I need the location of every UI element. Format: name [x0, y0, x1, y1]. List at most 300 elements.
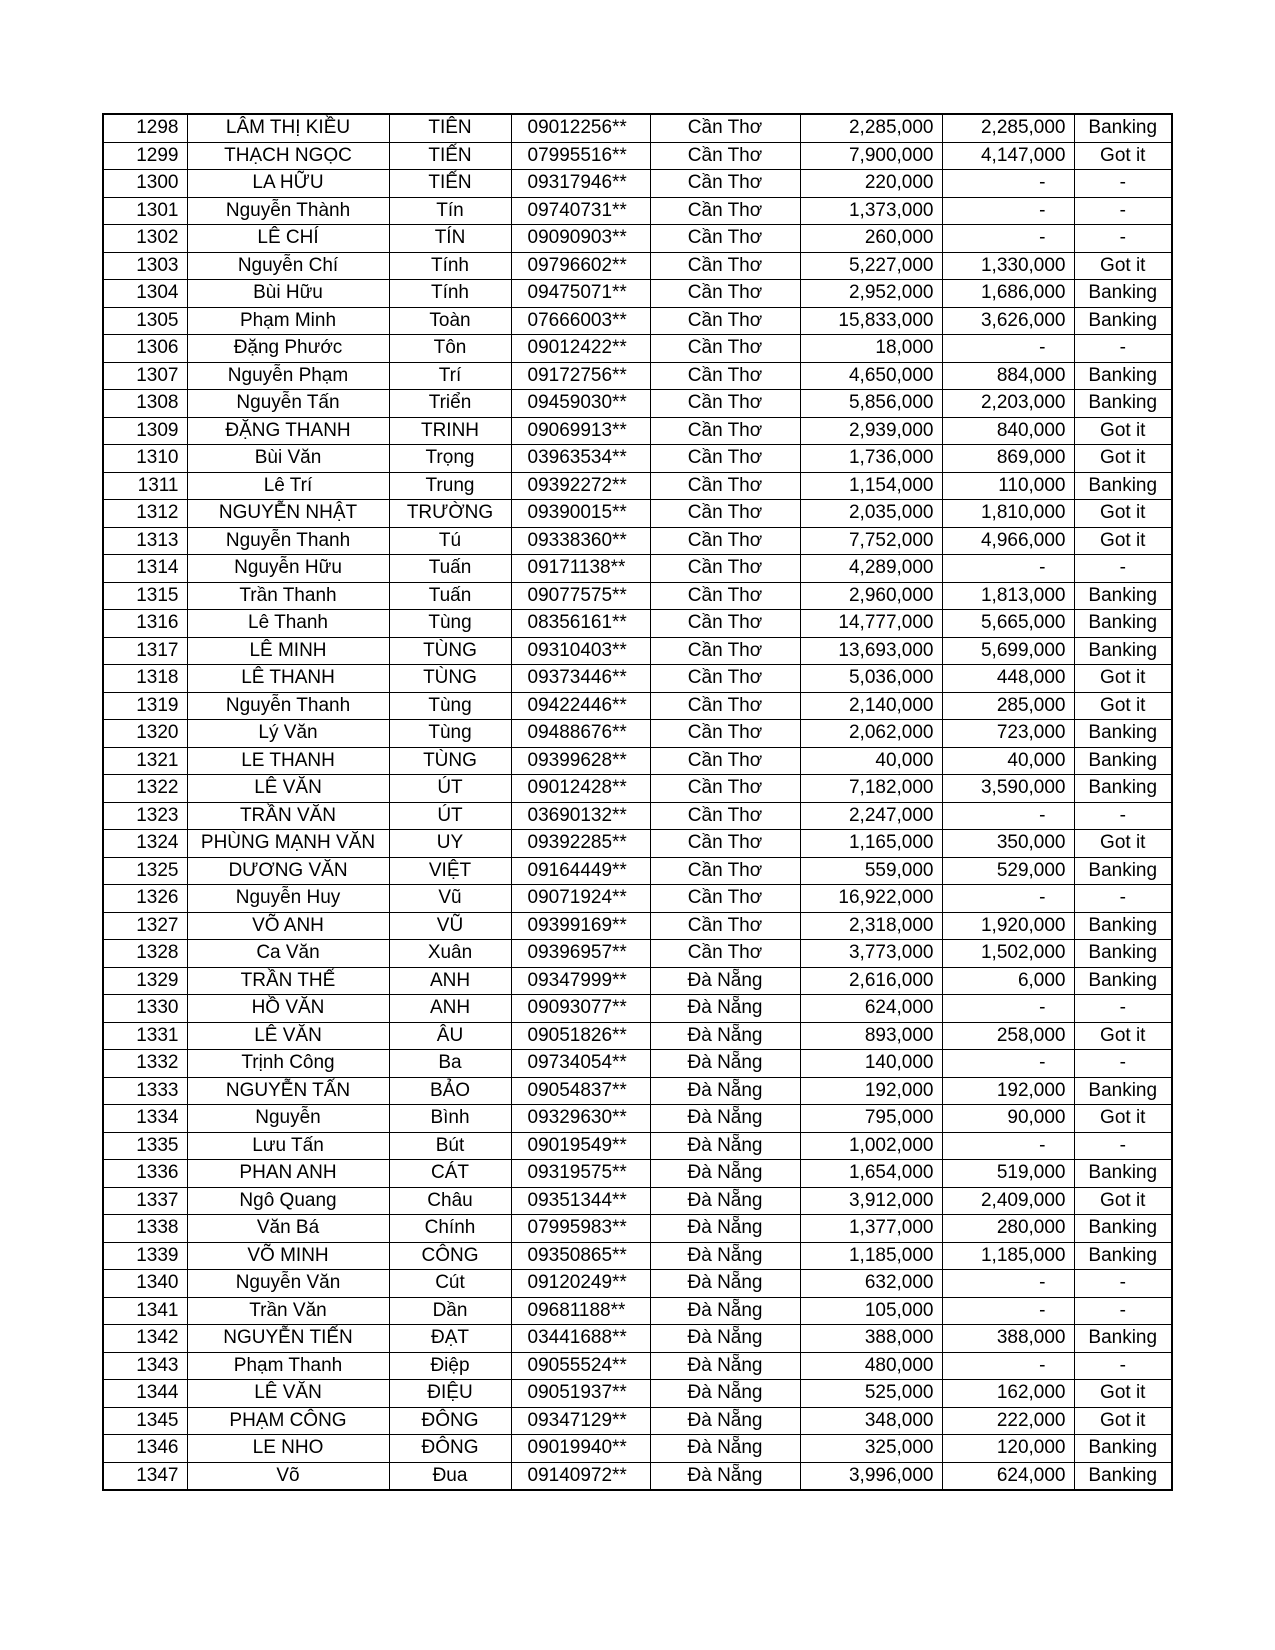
data-table: [102, 113, 1173, 1491]
amount-total-cell: 1,165,000: [800, 830, 942, 858]
city-cell: Cần Thơ: [650, 720, 800, 748]
phone-cell: 09012422**: [511, 335, 650, 363]
first-name-cell: ANH: [389, 967, 511, 995]
row-number-cell: 1344: [103, 1380, 187, 1408]
first-name-cell: Đua: [389, 1462, 511, 1490]
first-name-cell: Tuấn: [389, 582, 511, 610]
payment-method-cell: Banking: [1074, 307, 1172, 335]
row-number-cell: 1326: [103, 885, 187, 913]
payment-method-cell: Got it: [1074, 1380, 1172, 1408]
last-name-cell: LÊ VĂN: [187, 1022, 389, 1050]
phone-cell: 09459030**: [511, 390, 650, 418]
city-cell: Đà Nẵng: [650, 1022, 800, 1050]
row-number-cell: 1331: [103, 1022, 187, 1050]
phone-cell: 09488676**: [511, 720, 650, 748]
last-name-cell: Bùi Hữu: [187, 280, 389, 308]
row-number-cell: 1325: [103, 857, 187, 885]
row-number-cell: 1317: [103, 637, 187, 665]
phone-cell: 09172756**: [511, 362, 650, 390]
amount-total-cell: 2,035,000: [800, 500, 942, 528]
city-cell: Cần Thơ: [650, 225, 800, 253]
city-cell: Đà Nẵng: [650, 1077, 800, 1105]
last-name-cell: LE THANH: [187, 747, 389, 775]
city-cell: Đà Nẵng: [650, 1462, 800, 1490]
city-cell: Cần Thơ: [650, 197, 800, 225]
table-row: [103, 995, 1172, 1023]
first-name-cell: Tính: [389, 252, 511, 280]
amount-paid-cell: 448,000: [942, 665, 1074, 693]
row-number-cell: 1343: [103, 1352, 187, 1380]
row-number-cell: 1324: [103, 830, 187, 858]
first-name-cell: Tú: [389, 527, 511, 555]
payment-method-cell: Banking: [1074, 390, 1172, 418]
first-name-cell: Bút: [389, 1132, 511, 1160]
payment-method-cell: Banking: [1074, 610, 1172, 638]
phone-cell: 08356161**: [511, 610, 650, 638]
amount-paid-cell: 192,000: [942, 1077, 1074, 1105]
last-name-cell: ĐẶNG THANH: [187, 417, 389, 445]
amount-total-cell: 7,182,000: [800, 775, 942, 803]
first-name-cell: Châu: [389, 1187, 511, 1215]
amount-total-cell: 4,289,000: [800, 555, 942, 583]
row-number-cell: 1309: [103, 417, 187, 445]
table-row: [103, 225, 1172, 253]
table-row: [103, 1105, 1172, 1133]
first-name-cell: ANH: [389, 995, 511, 1023]
amount-total-cell: 388,000: [800, 1325, 942, 1353]
row-number-cell: 1339: [103, 1242, 187, 1270]
amount-total-cell: 2,939,000: [800, 417, 942, 445]
amount-paid-cell: 4,147,000: [942, 142, 1074, 170]
amount-paid-cell: 120,000: [942, 1435, 1074, 1463]
row-number-cell: 1308: [103, 390, 187, 418]
first-name-cell: TÙNG: [389, 747, 511, 775]
payment-method-cell: -: [1074, 885, 1172, 913]
city-cell: Đà Nẵng: [650, 995, 800, 1023]
city-cell: Cần Thơ: [650, 637, 800, 665]
payment-method-cell: Banking: [1074, 1077, 1172, 1105]
phone-cell: 09681188**: [511, 1297, 650, 1325]
amount-paid-cell: 869,000: [942, 445, 1074, 473]
city-cell: Cần Thơ: [650, 362, 800, 390]
city-cell: Đà Nẵng: [650, 1105, 800, 1133]
city-cell: Đà Nẵng: [650, 1187, 800, 1215]
first-name-cell: Tôn: [389, 335, 511, 363]
payment-method-cell: Banking: [1074, 114, 1172, 142]
row-number-cell: 1321: [103, 747, 187, 775]
table-row: [103, 940, 1172, 968]
amount-total-cell: 7,900,000: [800, 142, 942, 170]
first-name-cell: Trung: [389, 472, 511, 500]
payment-method-cell: Got it: [1074, 500, 1172, 528]
last-name-cell: LÊ MINH: [187, 637, 389, 665]
row-number-cell: 1337: [103, 1187, 187, 1215]
phone-cell: 09012256**: [511, 114, 650, 142]
phone-cell: 09392272**: [511, 472, 650, 500]
phone-cell: 09319575**: [511, 1160, 650, 1188]
amount-total-cell: 2,318,000: [800, 912, 942, 940]
phone-cell: 09338360**: [511, 527, 650, 555]
last-name-cell: Nguyễn Huy: [187, 885, 389, 913]
row-number-cell: 1334: [103, 1105, 187, 1133]
last-name-cell: Trịnh Công: [187, 1050, 389, 1078]
phone-cell: 09390015**: [511, 500, 650, 528]
city-cell: Đà Nẵng: [650, 1270, 800, 1298]
row-number-cell: 1340: [103, 1270, 187, 1298]
amount-total-cell: 1,185,000: [800, 1242, 942, 1270]
last-name-cell: Võ: [187, 1462, 389, 1490]
table-row: [103, 1270, 1172, 1298]
table-row: [103, 720, 1172, 748]
first-name-cell: TÍN: [389, 225, 511, 253]
table-row: [103, 1132, 1172, 1160]
amount-total-cell: 2,960,000: [800, 582, 942, 610]
amount-paid-cell: 529,000: [942, 857, 1074, 885]
table-row: [103, 197, 1172, 225]
amount-paid-cell: -: [942, 1352, 1074, 1380]
first-name-cell: ÂU: [389, 1022, 511, 1050]
payment-method-cell: Got it: [1074, 830, 1172, 858]
payment-method-cell: Banking: [1074, 472, 1172, 500]
amount-paid-cell: 1,920,000: [942, 912, 1074, 940]
row-number-cell: 1306: [103, 335, 187, 363]
city-cell: Cần Thơ: [650, 142, 800, 170]
table-row: [103, 417, 1172, 445]
last-name-cell: Ca Văn: [187, 940, 389, 968]
last-name-cell: Bùi Văn: [187, 445, 389, 473]
phone-cell: 07995983**: [511, 1215, 650, 1243]
payment-method-cell: -: [1074, 335, 1172, 363]
amount-total-cell: 325,000: [800, 1435, 942, 1463]
amount-paid-cell: 624,000: [942, 1462, 1074, 1490]
payment-method-cell: Banking: [1074, 967, 1172, 995]
amount-total-cell: 632,000: [800, 1270, 942, 1298]
amount-paid-cell: -: [942, 1297, 1074, 1325]
city-cell: Cần Thơ: [650, 747, 800, 775]
table-row: [103, 307, 1172, 335]
last-name-cell: Trần Văn: [187, 1297, 389, 1325]
phone-cell: 09347999**: [511, 967, 650, 995]
last-name-cell: TRẦN VĂN: [187, 802, 389, 830]
amount-paid-cell: 4,966,000: [942, 527, 1074, 555]
phone-cell: 03441688**: [511, 1325, 650, 1353]
amount-paid-cell: 388,000: [942, 1325, 1074, 1353]
amount-total-cell: 220,000: [800, 170, 942, 198]
amount-total-cell: 348,000: [800, 1407, 942, 1435]
last-name-cell: TRẦN THẾ: [187, 967, 389, 995]
last-name-cell: LE NHO: [187, 1435, 389, 1463]
row-number-cell: 1341: [103, 1297, 187, 1325]
payment-method-cell: Got it: [1074, 1105, 1172, 1133]
payment-method-cell: -: [1074, 1050, 1172, 1078]
city-cell: Đà Nẵng: [650, 1132, 800, 1160]
city-cell: Cần Thơ: [650, 665, 800, 693]
amount-paid-cell: -: [942, 1270, 1074, 1298]
row-number-cell: 1332: [103, 1050, 187, 1078]
phone-cell: 09373446**: [511, 665, 650, 693]
city-cell: Đà Nẵng: [650, 1297, 800, 1325]
last-name-cell: Nguyễn Thành: [187, 197, 389, 225]
first-name-cell: Tính: [389, 280, 511, 308]
last-name-cell: Lưu Tấn: [187, 1132, 389, 1160]
phone-cell: 03690132**: [511, 802, 650, 830]
amount-total-cell: 624,000: [800, 995, 942, 1023]
table-row: [103, 1407, 1172, 1435]
row-number-cell: 1319: [103, 692, 187, 720]
last-name-cell: LÊ VĂN: [187, 1380, 389, 1408]
table-row: [103, 1215, 1172, 1243]
last-name-cell: VÕ MINH: [187, 1242, 389, 1270]
amount-paid-cell: -: [942, 225, 1074, 253]
payment-method-cell: -: [1074, 1270, 1172, 1298]
amount-total-cell: 13,693,000: [800, 637, 942, 665]
first-name-cell: VŨ: [389, 912, 511, 940]
payment-method-cell: Banking: [1074, 1325, 1172, 1353]
last-name-cell: NGUYỄN NHẬT: [187, 500, 389, 528]
phone-cell: 09329630**: [511, 1105, 650, 1133]
amount-total-cell: 105,000: [800, 1297, 942, 1325]
last-name-cell: Nguyễn: [187, 1105, 389, 1133]
row-number-cell: 1298: [103, 114, 187, 142]
payment-method-cell: -: [1074, 1132, 1172, 1160]
amount-paid-cell: -: [942, 1050, 1074, 1078]
amount-paid-cell: 5,665,000: [942, 610, 1074, 638]
city-cell: Đà Nẵng: [650, 1435, 800, 1463]
phone-cell: 09051937**: [511, 1380, 650, 1408]
amount-total-cell: 140,000: [800, 1050, 942, 1078]
payment-method-cell: Got it: [1074, 692, 1172, 720]
phone-cell: 09077575**: [511, 582, 650, 610]
amount-total-cell: 480,000: [800, 1352, 942, 1380]
first-name-cell: ĐẠT: [389, 1325, 511, 1353]
amount-total-cell: 1,002,000: [800, 1132, 942, 1160]
amount-paid-cell: 519,000: [942, 1160, 1074, 1188]
amount-total-cell: 3,773,000: [800, 940, 942, 968]
table-row: [103, 472, 1172, 500]
phone-cell: 09317946**: [511, 170, 650, 198]
city-cell: Cần Thơ: [650, 170, 800, 198]
city-cell: Cần Thơ: [650, 555, 800, 583]
table-row: [103, 335, 1172, 363]
amount-paid-cell: 3,626,000: [942, 307, 1074, 335]
amount-paid-cell: -: [942, 802, 1074, 830]
payment-method-cell: Got it: [1074, 665, 1172, 693]
amount-total-cell: 893,000: [800, 1022, 942, 1050]
first-name-cell: Dần: [389, 1297, 511, 1325]
amount-total-cell: 3,912,000: [800, 1187, 942, 1215]
row-number-cell: 1320: [103, 720, 187, 748]
amount-total-cell: 559,000: [800, 857, 942, 885]
payment-method-cell: Banking: [1074, 940, 1172, 968]
amount-paid-cell: 1,810,000: [942, 500, 1074, 528]
row-number-cell: 1323: [103, 802, 187, 830]
last-name-cell: Nguyễn Văn: [187, 1270, 389, 1298]
table-row: [103, 637, 1172, 665]
last-name-cell: DƯƠNG VĂN: [187, 857, 389, 885]
city-cell: Đà Nẵng: [650, 1242, 800, 1270]
payment-method-cell: Banking: [1074, 1215, 1172, 1243]
phone-cell: 09012428**: [511, 775, 650, 803]
phone-cell: 09164449**: [511, 857, 650, 885]
table-row: [103, 582, 1172, 610]
table-row: [103, 665, 1172, 693]
phone-cell: 09140972**: [511, 1462, 650, 1490]
city-cell: Cần Thơ: [650, 802, 800, 830]
phone-cell: 09392285**: [511, 830, 650, 858]
payment-method-cell: -: [1074, 995, 1172, 1023]
city-cell: Cần Thơ: [650, 940, 800, 968]
amount-paid-cell: 2,285,000: [942, 114, 1074, 142]
table-row: [103, 610, 1172, 638]
last-name-cell: LÊ VĂN: [187, 775, 389, 803]
first-name-cell: ĐÔNG: [389, 1435, 511, 1463]
row-number-cell: 1346: [103, 1435, 187, 1463]
row-number-cell: 1342: [103, 1325, 187, 1353]
last-name-cell: Đặng Phước: [187, 335, 389, 363]
amount-paid-cell: 1,330,000: [942, 252, 1074, 280]
first-name-cell: Cút: [389, 1270, 511, 1298]
payment-method-cell: Banking: [1074, 912, 1172, 940]
amount-total-cell: 1,377,000: [800, 1215, 942, 1243]
payment-method-cell: Banking: [1074, 1435, 1172, 1463]
payment-method-cell: Banking: [1074, 637, 1172, 665]
payment-method-cell: -: [1074, 555, 1172, 583]
row-number-cell: 1335: [103, 1132, 187, 1160]
table-row: [103, 142, 1172, 170]
amount-total-cell: 7,752,000: [800, 527, 942, 555]
amount-total-cell: 1,654,000: [800, 1160, 942, 1188]
phone-cell: 09093077**: [511, 995, 650, 1023]
payment-method-cell: Banking: [1074, 857, 1172, 885]
row-number-cell: 1347: [103, 1462, 187, 1490]
amount-total-cell: 1,736,000: [800, 445, 942, 473]
first-name-cell: TÙNG: [389, 665, 511, 693]
amount-total-cell: 260,000: [800, 225, 942, 253]
amount-total-cell: 2,247,000: [800, 802, 942, 830]
city-cell: Cần Thơ: [650, 527, 800, 555]
phone-cell: 09796602**: [511, 252, 650, 280]
last-name-cell: PHAN ANH: [187, 1160, 389, 1188]
payment-method-cell: Got it: [1074, 1022, 1172, 1050]
payment-method-cell: -: [1074, 197, 1172, 225]
last-name-cell: PHẠM CÔNG: [187, 1407, 389, 1435]
amount-total-cell: 795,000: [800, 1105, 942, 1133]
last-name-cell: VÕ ANH: [187, 912, 389, 940]
payment-method-cell: Got it: [1074, 1187, 1172, 1215]
city-cell: Đà Nẵng: [650, 967, 800, 995]
table-row: [103, 280, 1172, 308]
amount-paid-cell: -: [942, 995, 1074, 1023]
payment-method-cell: Banking: [1074, 1242, 1172, 1270]
first-name-cell: ÚT: [389, 775, 511, 803]
amount-paid-cell: 1,502,000: [942, 940, 1074, 968]
phone-cell: 09399169**: [511, 912, 650, 940]
city-cell: Cần Thơ: [650, 857, 800, 885]
amount-total-cell: 192,000: [800, 1077, 942, 1105]
row-number-cell: 1316: [103, 610, 187, 638]
first-name-cell: Trí: [389, 362, 511, 390]
amount-paid-cell: -: [942, 885, 1074, 913]
amount-total-cell: 14,777,000: [800, 610, 942, 638]
table-row: [103, 1352, 1172, 1380]
city-cell: Đà Nẵng: [650, 1380, 800, 1408]
phone-cell: 09350865**: [511, 1242, 650, 1270]
row-number-cell: 1311: [103, 472, 187, 500]
phone-cell: 09734054**: [511, 1050, 650, 1078]
city-cell: Đà Nẵng: [650, 1215, 800, 1243]
amount-paid-cell: 884,000: [942, 362, 1074, 390]
first-name-cell: TIẾN: [389, 142, 511, 170]
payment-method-cell: Banking: [1074, 1462, 1172, 1490]
payment-method-cell: Banking: [1074, 775, 1172, 803]
payment-method-cell: Got it: [1074, 142, 1172, 170]
last-name-cell: NGUYỄN TIẾN: [187, 1325, 389, 1353]
city-cell: Cần Thơ: [650, 692, 800, 720]
table-row: [103, 1325, 1172, 1353]
amount-paid-cell: -: [942, 555, 1074, 583]
last-name-cell: Lý Văn: [187, 720, 389, 748]
table-row: [103, 885, 1172, 913]
row-number-cell: 1328: [103, 940, 187, 968]
amount-paid-cell: 840,000: [942, 417, 1074, 445]
table-row: [103, 775, 1172, 803]
table-row: [103, 1242, 1172, 1270]
row-number-cell: 1307: [103, 362, 187, 390]
table-row: [103, 1297, 1172, 1325]
last-name-cell: THẠCH NGỌC: [187, 142, 389, 170]
city-cell: Cần Thơ: [650, 417, 800, 445]
first-name-cell: Ba: [389, 1050, 511, 1078]
phone-cell: 09120249**: [511, 1270, 650, 1298]
phone-cell: 09475071**: [511, 280, 650, 308]
amount-paid-cell: 110,000: [942, 472, 1074, 500]
row-number-cell: 1329: [103, 967, 187, 995]
table-body: [103, 114, 1172, 1490]
city-cell: Cần Thơ: [650, 445, 800, 473]
phone-cell: 09069913**: [511, 417, 650, 445]
first-name-cell: Tùng: [389, 610, 511, 638]
first-name-cell: VIỆT: [389, 857, 511, 885]
city-cell: Cần Thơ: [650, 472, 800, 500]
phone-cell: 09171138**: [511, 555, 650, 583]
table-row: [103, 1050, 1172, 1078]
payment-method-cell: Got it: [1074, 445, 1172, 473]
table-row: [103, 1380, 1172, 1408]
city-cell: Cần Thơ: [650, 582, 800, 610]
amount-total-cell: 5,227,000: [800, 252, 942, 280]
amount-paid-cell: 285,000: [942, 692, 1074, 720]
row-number-cell: 1338: [103, 1215, 187, 1243]
last-name-cell: Lê Thanh: [187, 610, 389, 638]
last-name-cell: Lê Trí: [187, 472, 389, 500]
payment-method-cell: -: [1074, 1352, 1172, 1380]
last-name-cell: Trần Thanh: [187, 582, 389, 610]
first-name-cell: UY: [389, 830, 511, 858]
payment-method-cell: Banking: [1074, 280, 1172, 308]
amount-total-cell: 525,000: [800, 1380, 942, 1408]
table-row: [103, 445, 1172, 473]
last-name-cell: Nguyễn Chí: [187, 252, 389, 280]
phone-cell: 09396957**: [511, 940, 650, 968]
amount-total-cell: 1,154,000: [800, 472, 942, 500]
table-row: [103, 967, 1172, 995]
amount-paid-cell: -: [942, 170, 1074, 198]
payment-method-cell: Banking: [1074, 1160, 1172, 1188]
phone-cell: 09054837**: [511, 1077, 650, 1105]
phone-cell: 09351344**: [511, 1187, 650, 1215]
payment-method-cell: Got it: [1074, 252, 1172, 280]
row-number-cell: 1310: [103, 445, 187, 473]
